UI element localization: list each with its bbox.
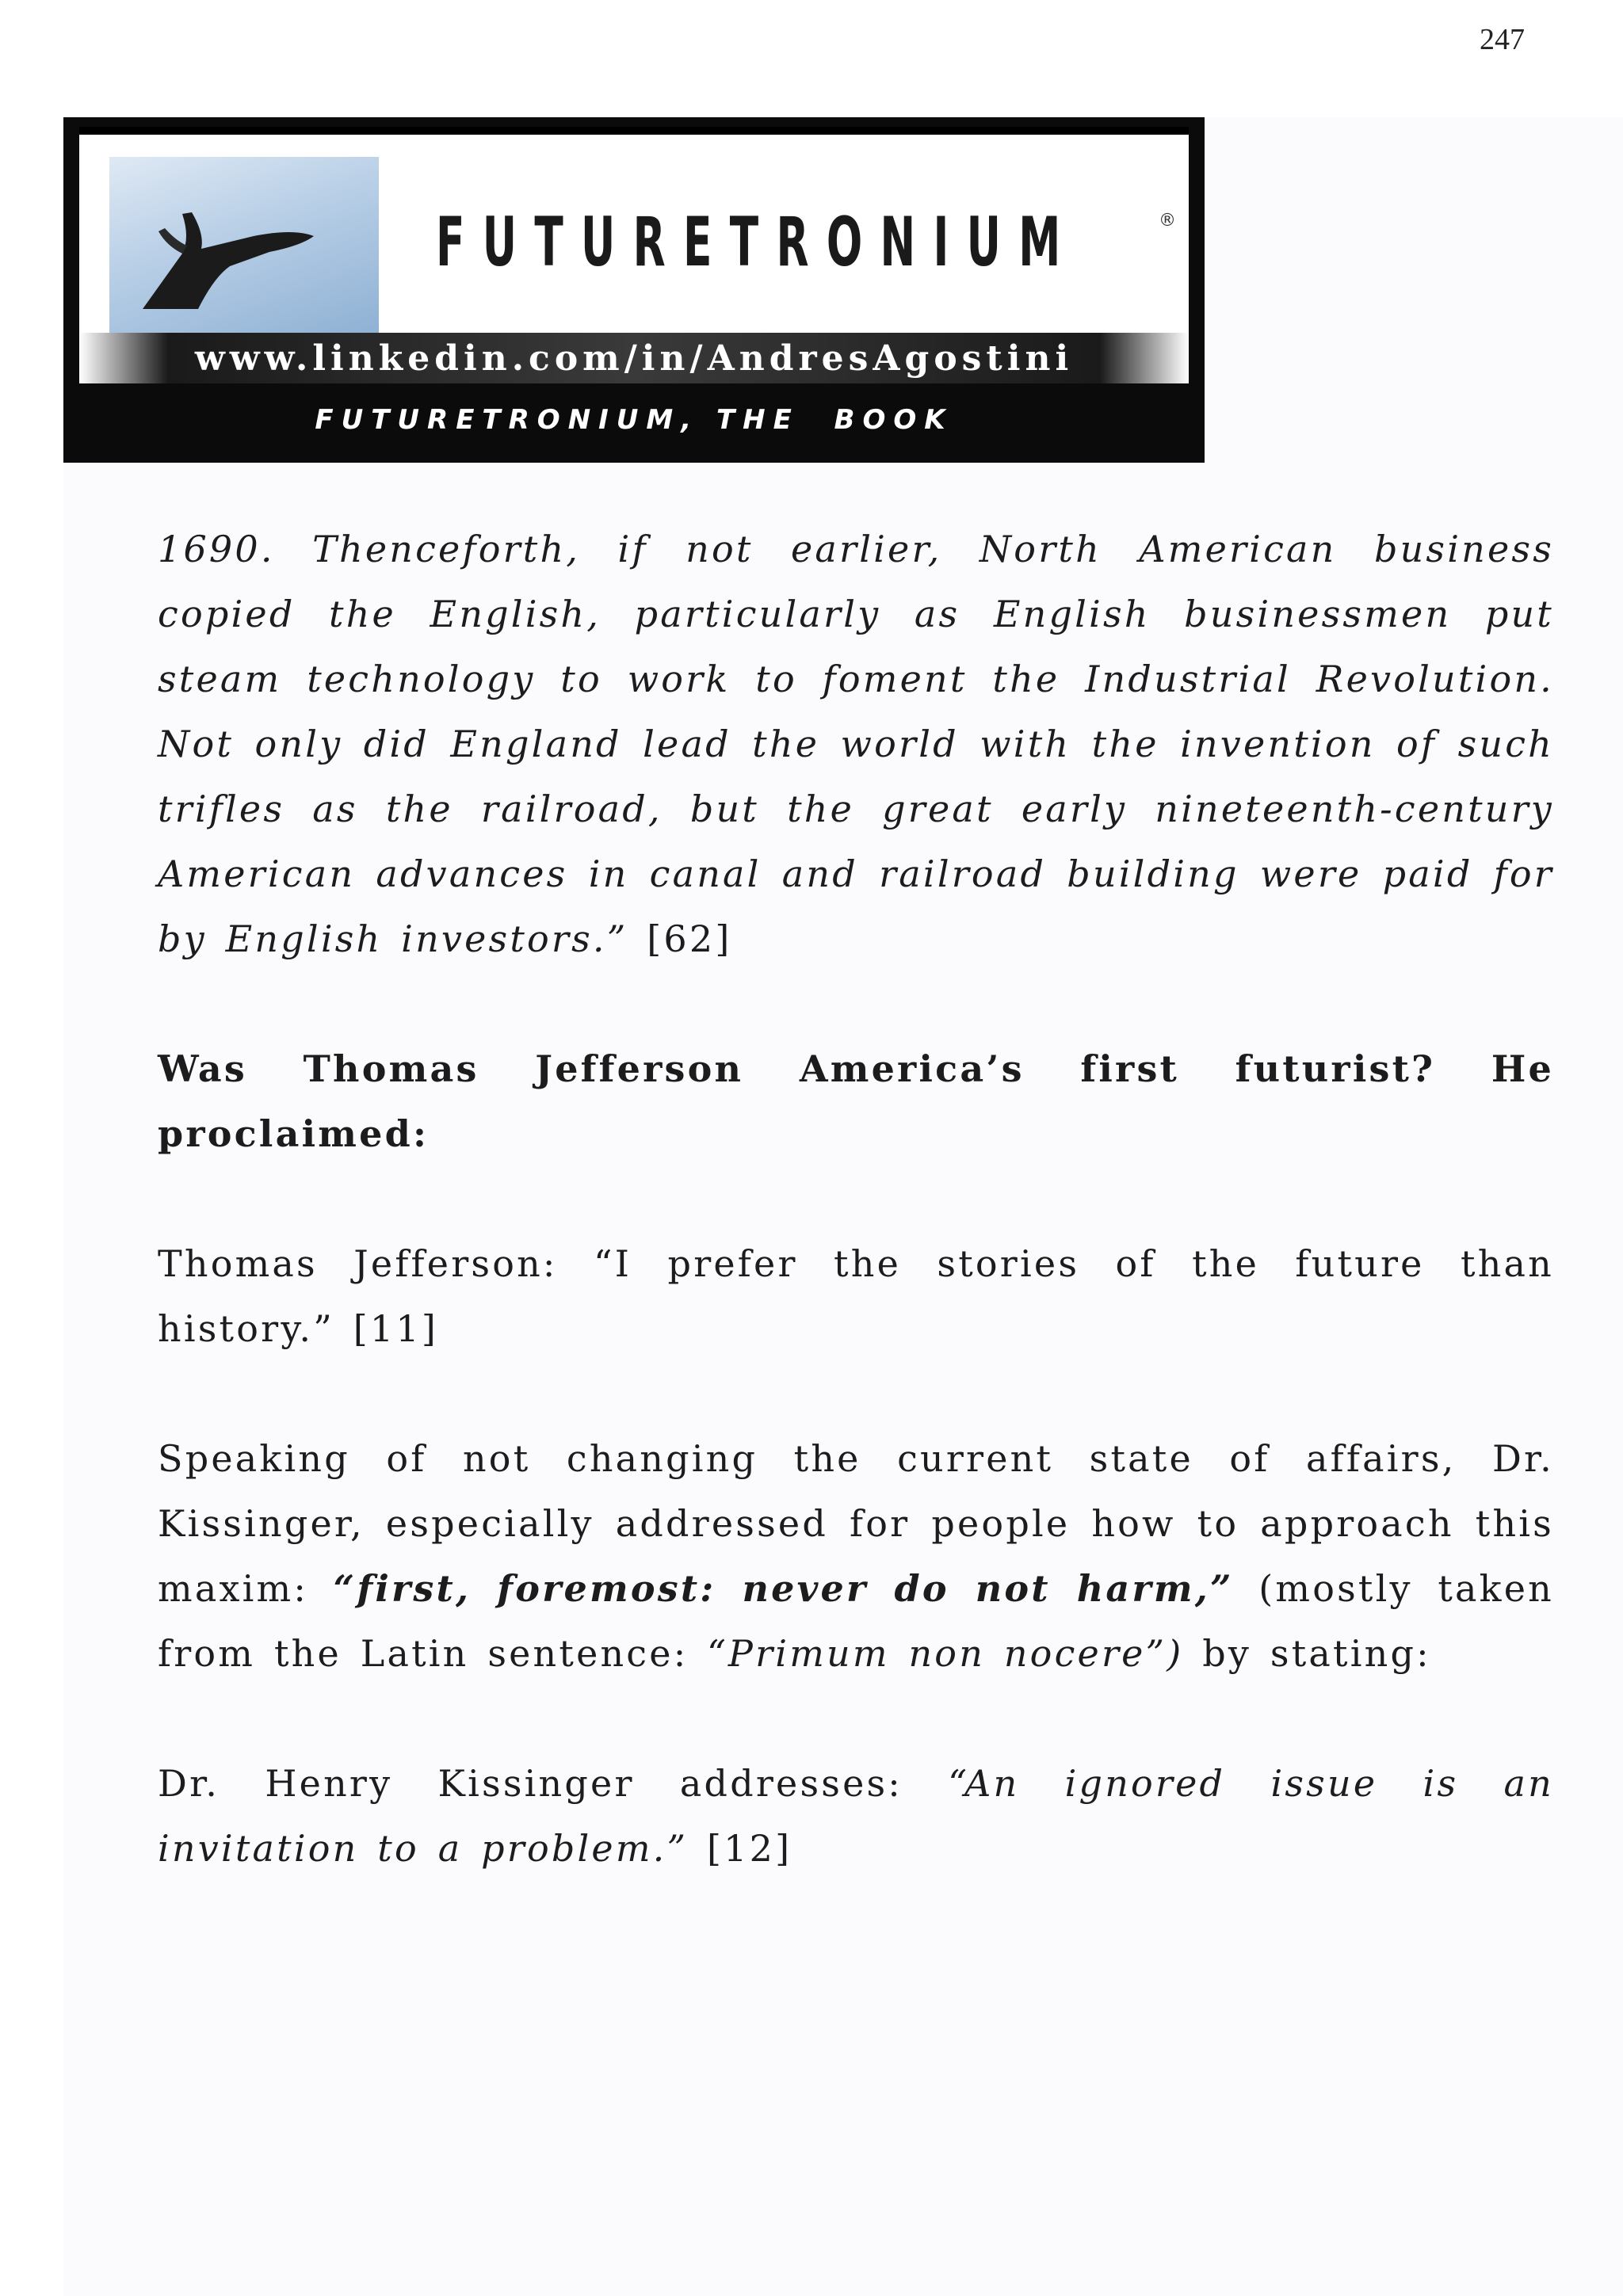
citation: [62] [628,917,732,960]
banner-logo-area [79,127,1189,383]
paragraph-kissinger-quote [158,1751,1554,1881]
section-heading: Was Thomas Jefferson America’s first futurist? He proclaimed: [158,1047,1554,1155]
brand-logo-text: FUTURETRONIUM [436,203,1079,282]
banner-subtitle: FUTURETRONIUM, THE BOOK [315,404,953,436]
kissinger-intro: Dr. Henry Kissinger addresses: [158,1762,949,1805]
maxim-quote: “first, foremost: never do not harm,” [333,1567,1234,1610]
maxim-middle: (mostly taken from the Latin sentence: [158,1567,1554,1675]
paragraph-kissinger-maxim [158,1426,1554,1686]
paragraph-quote-1690 [158,517,1554,971]
maxim-end: by stating: [1183,1632,1431,1675]
body-text [158,517,1554,1946]
paragraph-jefferson-quote: Thomas Jefferson: “I prefer the stories of the future than history.” [11] [158,1242,1554,1350]
hand-icon [135,190,317,317]
quote-text: 1690. Thenceforth, if not earlier, North American business copied the English, particularly as English businessmen put steam technology to work to foment the Industrial Revolution. Not only did England lead the world with the invention of such trifles as the railroad, but the great early nineteenth-century American advances in canal and railroad building were paid for by English investors.” [158,528,1554,960]
url-strip [79,333,1189,383]
maxim-intro: Speaking of not changing the current state of affairs, Dr. Kissinger, especially addressed for people how to approach this maxim: [158,1437,1554,1610]
registered-mark: ® [1159,211,1176,231]
citation: [12] [688,1827,792,1870]
futuretronium-banner [63,117,1205,463]
banner-url: www.linkedin.com/in/AndresAgostini [194,338,1074,379]
kissinger-quote: “An ignored issue is an invitation to a problem.” [158,1762,1554,1870]
page-number: 247 [1480,23,1525,56]
latin-sentence: “Primum non nocere”) [707,1632,1184,1675]
